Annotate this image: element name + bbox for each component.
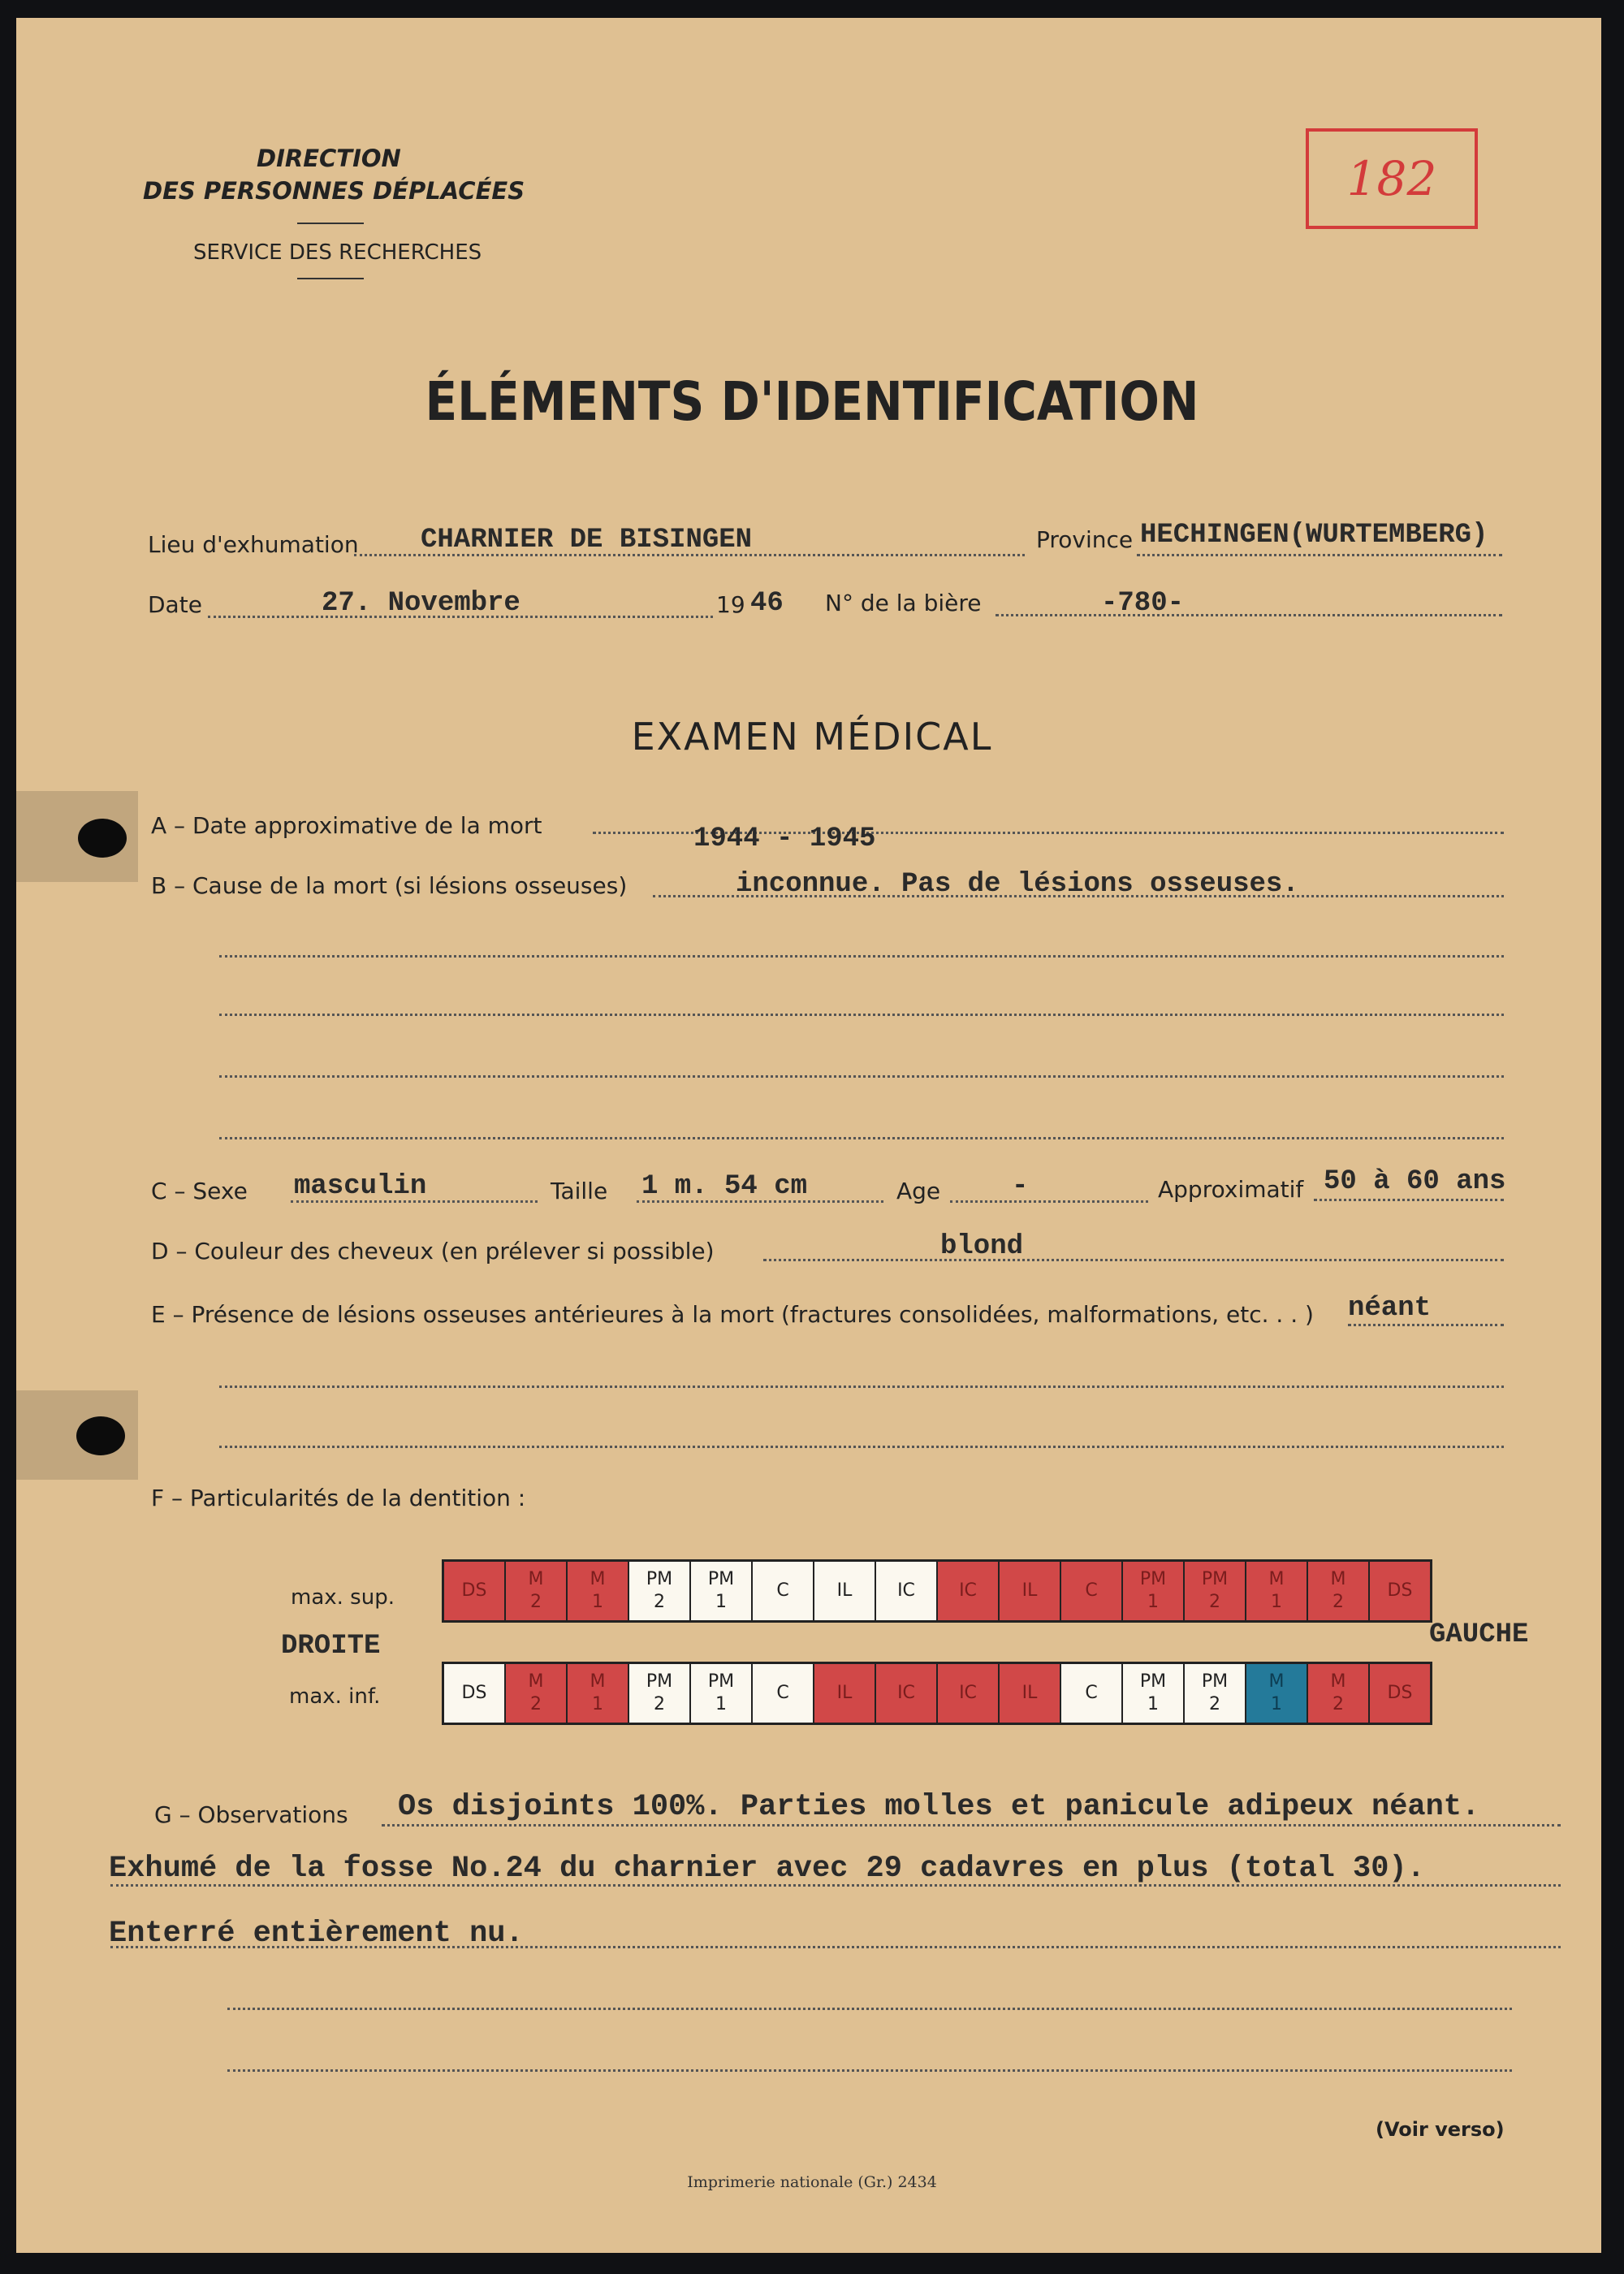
e-dotline [1348,1324,1504,1326]
max-sup-label: max. sup. [291,1585,395,1610]
tooth-number: 1 [715,1592,727,1612]
dentition-upper-row [442,1559,1432,1623]
lower-tooth [753,1664,814,1723]
tooth-code: PM [1201,1569,1229,1589]
biere-dotline [996,614,1502,616]
lower-tooth [814,1664,876,1723]
lieu-value: CHARNIER DE BISINGEN [421,525,753,556]
c-approx-value: 50 à 60 ans [1324,1166,1506,1197]
c-age-dotline [950,1200,1148,1203]
c-age-label: Age [896,1178,941,1204]
lower-tooth [1123,1664,1185,1723]
tooth-number: 2 [1209,1592,1220,1612]
lower-tooth [1000,1664,1061,1723]
tooth-code: M [590,1569,606,1589]
a-label: A – Date approximative de la mort [151,812,542,839]
upper-tooth [1370,1562,1430,1620]
tooth-number: 2 [530,1592,542,1612]
upper-tooth [691,1562,753,1620]
tooth-number: 1 [1147,1592,1159,1612]
biere-label: N° de la bière [825,590,982,616]
tooth-code: M [1330,1671,1346,1692]
upper-tooth [1246,1562,1308,1620]
c-approx-label: Approximatif [1158,1176,1304,1203]
punch-hole-top [78,819,127,858]
tooth-code: M [1268,1569,1285,1589]
tooth-code: PM [646,1671,673,1692]
tooth-code: PM [707,1671,735,1692]
biere-value: -780- [1101,588,1185,619]
lower-tooth [1246,1664,1308,1723]
tooth-number: 1 [1147,1694,1159,1714]
tooth-code: PM [1201,1671,1229,1692]
punch-hole-bottom [76,1416,125,1455]
g-blank-line-2 [227,2069,1512,2072]
year-prefix: 19 [716,591,745,618]
tooth-code: M [590,1671,606,1692]
lieu-label: Lieu d'exhumation [148,531,359,558]
tooth-code: IL [1021,1683,1038,1703]
d-dotline [763,1259,1504,1261]
e-label: E – Présence de lésions osseuses antérieures à la mort (fractures consolidées, malformations, etc. . . ) [151,1301,1314,1328]
c-sexe-value: masculin [294,1171,427,1202]
tooth-number: 1 [1271,1592,1282,1612]
tooth-code: PM [646,1569,673,1589]
upper-tooth [568,1562,629,1620]
g-label: G – Observations [154,1801,348,1828]
date-label: Date [148,591,202,618]
upper-tooth [938,1562,1000,1620]
lower-tooth [938,1664,1000,1723]
b-blank-line-1 [219,955,1504,958]
lower-tooth [444,1664,506,1723]
tooth-number: 2 [530,1694,542,1714]
tooth-code: IC [897,1683,915,1703]
b-label: B – Cause de la mort (si lésions osseuses) [151,872,628,899]
droite-label: DROITE [281,1631,381,1662]
tooth-code: IC [897,1580,915,1601]
c-taille-label: Taille [551,1178,608,1204]
dentition-lower-row [442,1662,1432,1725]
c-taille-value: 1 m. 54 cm [641,1171,808,1202]
g-blank-line-1 [227,2008,1512,2010]
f-label: F – Particularités de la dentition : [151,1485,526,1511]
e-value: néant [1348,1293,1432,1324]
tooth-code: DS [461,1580,487,1601]
tooth-code: IC [959,1580,977,1601]
tooth-code: IC [959,1683,977,1703]
tooth-code: M [1268,1671,1285,1692]
tooth-code: IL [836,1683,853,1703]
a-value: 1944 - 1945 [693,824,876,854]
observation-line-3: Enterré entièrement nu. [109,1917,524,1951]
max-inf-label: max. inf. [289,1684,381,1709]
province-dotline [1137,554,1502,556]
lower-tooth [876,1664,938,1723]
tooth-code: C [776,1683,789,1703]
upper-tooth [1185,1562,1246,1620]
tooth-code: C [1085,1683,1098,1703]
g-dotline-1 [382,1824,1561,1827]
lower-tooth [1308,1664,1370,1723]
file-number-stamp: 182 [1306,128,1478,229]
year-value: 46 [750,588,784,619]
c-age-value: - [1012,1171,1029,1202]
tooth-number: 2 [654,1592,665,1612]
lower-tooth [1185,1664,1246,1723]
upper-tooth [876,1562,938,1620]
header-rule-2 [297,278,364,279]
lower-tooth [506,1664,568,1723]
tooth-code: IL [836,1580,853,1601]
e-blank-line-1 [219,1386,1504,1388]
observation-line-1: Os disjoints 100%. Parties molles et panicule adipeux néant. [398,1790,1480,1824]
tooth-number: 2 [1332,1694,1344,1714]
upper-tooth [629,1562,691,1620]
voir-verso: (Voir verso) [1376,2118,1505,2141]
tooth-code: DS [1387,1683,1413,1703]
header-direction: DIRECTION [257,145,401,172]
d-label: D – Couleur des cheveux (en prélever si possible) [151,1238,715,1265]
tooth-number: 1 [592,1592,603,1612]
c-approx-dotline [1314,1199,1504,1201]
tooth-code: C [1085,1580,1098,1601]
upper-tooth [1123,1562,1185,1620]
lower-tooth [568,1664,629,1723]
b-blank-line-3 [219,1075,1504,1078]
gauche-label: GAUCHE [1429,1619,1529,1650]
upper-tooth [814,1562,876,1620]
province-label: Province [1036,526,1134,553]
tooth-number: 1 [592,1694,603,1714]
b-blank-line-4 [219,1137,1504,1139]
tooth-code: PM [1139,1569,1167,1589]
tooth-code: M [1330,1569,1346,1589]
page-title: ÉLÉMENTS D'IDENTIFICATION [425,370,1199,433]
upper-tooth [444,1562,506,1620]
tooth-code: DS [461,1683,487,1703]
header-rule-1 [297,223,364,224]
upper-tooth [506,1562,568,1620]
observation-line-2: Exhumé de la fosse No.24 du charnier avec 29 cadavres en plus (total 30). [109,1852,1425,1886]
upper-tooth [1000,1562,1061,1620]
tooth-number: 1 [1271,1694,1282,1714]
upper-tooth [1061,1562,1123,1620]
lower-tooth [629,1664,691,1723]
tooth-number: 2 [654,1694,665,1714]
lower-tooth [691,1664,753,1723]
tooth-code: DS [1387,1580,1413,1601]
tooth-code: M [528,1569,544,1589]
date-value: 27. Novembre [322,588,520,619]
d-value: blond [940,1231,1024,1262]
e-blank-line-2 [219,1446,1504,1448]
tooth-number: 2 [1209,1694,1220,1714]
upper-tooth [753,1562,814,1620]
tooth-code: PM [707,1569,735,1589]
tooth-code: PM [1139,1671,1167,1692]
b-value: inconnue. Pas de lésions osseuses. [736,869,1299,900]
tooth-code: IL [1021,1580,1038,1601]
upper-tooth [1308,1562,1370,1620]
lower-tooth [1370,1664,1430,1723]
printer-imprint: Imprimerie nationale (Gr.) 2434 [687,2173,937,2191]
tooth-number: 1 [715,1694,727,1714]
c-sexe-label: C – Sexe [151,1178,248,1204]
tooth-number: 2 [1332,1592,1344,1612]
header-department: DES PERSONNES DÉPLACÉES [143,177,525,205]
province-value: HECHINGEN(WURTEMBERG) [1140,520,1488,551]
tooth-code: C [776,1580,789,1601]
medical-title: EXAMEN MÉDICAL [631,715,993,759]
b-blank-line-2 [219,1014,1504,1016]
header-service: SERVICE DES RECHERCHES [193,240,482,265]
lower-tooth [1061,1664,1123,1723]
tooth-code: M [528,1671,544,1692]
